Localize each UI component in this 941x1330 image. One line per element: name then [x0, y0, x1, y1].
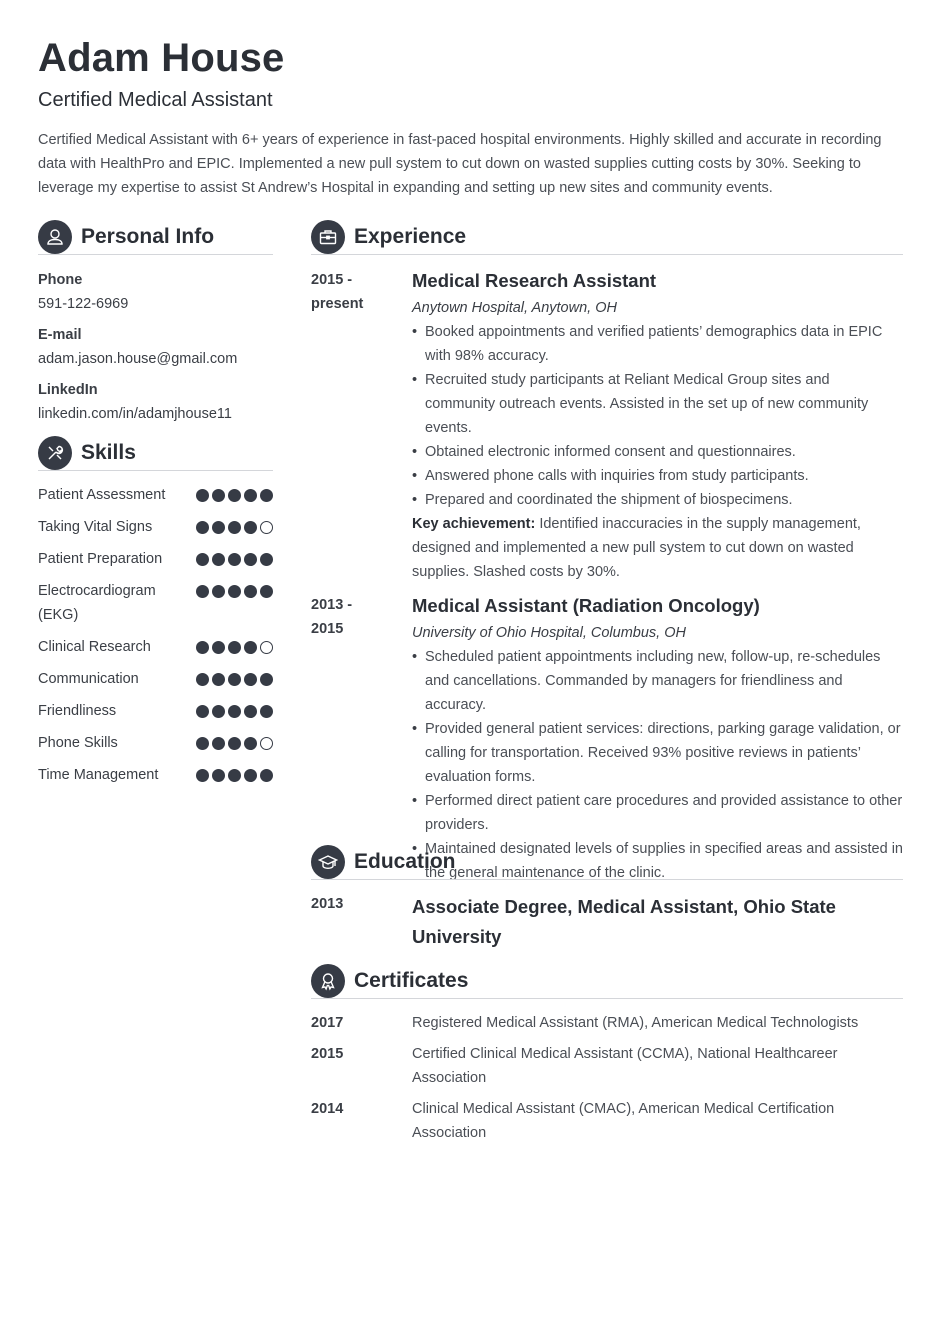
- rating-dot-filled: [228, 673, 241, 686]
- rating-dot-filled: [244, 521, 257, 534]
- certificate-year: 2017: [311, 1015, 344, 1031]
- job-bullet: • Recruited study participants at Reliant Medical Group sites and community outreach events. Assisted in the set up of new community events.: [412, 368, 903, 440]
- rating-dot-filled: [244, 553, 257, 566]
- skill-rating: [196, 731, 273, 750]
- personal-info-title: Personal Info: [81, 224, 215, 248]
- rating-dot-empty: [260, 521, 273, 534]
- rating-dot-filled: [228, 737, 241, 750]
- skill-rating: [196, 699, 273, 718]
- job-employer: Anytown Hospital, Anytown, OH: [412, 300, 617, 316]
- personal-info-list: [38, 268, 273, 433]
- rating-dot-filled: [260, 585, 273, 598]
- certificate-entry: [311, 1042, 903, 1090]
- skill-rating: [196, 635, 273, 654]
- key-achievement: [412, 512, 903, 584]
- education-year: 2013: [311, 896, 344, 912]
- rating-dot-filled: [196, 737, 209, 750]
- certificates-header: [311, 963, 903, 999]
- rating-dot-empty: [260, 737, 273, 750]
- rating-dot-filled: [212, 705, 225, 718]
- skill-name: Friendliness: [38, 703, 117, 719]
- rating-dot-filled: [260, 769, 273, 782]
- skill-row: [38, 547, 273, 571]
- job-date: [311, 593, 412, 885]
- job-bullets: [412, 320, 903, 512]
- candidate-title: Certified Medical Assistant: [38, 89, 273, 111]
- skill-name: Communication: [38, 671, 139, 687]
- rating-dot-filled: [244, 705, 257, 718]
- job-date-start: 2013 -: [311, 597, 353, 613]
- skill-rating: [196, 579, 273, 598]
- skill-name: Patient Assessment: [38, 487, 166, 503]
- skill-row: [38, 515, 273, 539]
- certificate-year: 2014: [311, 1101, 344, 1117]
- education-header: [311, 844, 903, 880]
- job-bullet: • Prepared and coordinated the shipment of biospecimens.: [412, 488, 903, 512]
- certificate-text: Clinical Medical Assistant (CMAC), American Medical Certification Association: [412, 1101, 835, 1141]
- skill-rating: [196, 547, 273, 566]
- certificate-entry: [311, 1097, 903, 1145]
- job-bullet: • Scheduled patient appointments including new, follow-up, re-schedules and cancellations. Commanded by managers for friendliness and accuracy.: [412, 645, 903, 717]
- rating-dot-filled: [196, 769, 209, 782]
- job-date-start: 2015 -: [311, 272, 353, 288]
- phone-value: 591-122-6969: [38, 296, 129, 312]
- rating-dot-empty: [260, 641, 273, 654]
- job-title: Medical Assistant (Radiation Oncology): [412, 595, 760, 616]
- rating-dot-filled: [196, 705, 209, 718]
- skill-name: Electrocardiogram (EKG): [38, 583, 156, 623]
- job-bullet: • Maintained designated levels of supplies in specified areas and assisted in the general maintenance of the clinic.: [412, 837, 903, 885]
- rating-dot-filled: [228, 705, 241, 718]
- job-bullet: • Performed direct patient care procedures and provided assistance to other providers.: [412, 789, 903, 837]
- education-entry: [311, 892, 903, 952]
- skill-rating: [196, 667, 273, 686]
- rating-dot-filled: [260, 673, 273, 686]
- rating-dot-filled: [228, 641, 241, 654]
- rating-dot-filled: [196, 553, 209, 566]
- wrench-icon: [38, 436, 72, 470]
- skill-rating: [196, 483, 273, 502]
- skill-name: Taking Vital Signs: [38, 519, 153, 535]
- rating-dot-filled: [196, 521, 209, 534]
- certificate-entry: [311, 1011, 903, 1035]
- skill-rating: [196, 515, 273, 534]
- education-title: Education: [354, 849, 456, 873]
- personal-info-header: [38, 219, 273, 255]
- briefcase-icon: [311, 220, 345, 254]
- skill-row: [38, 731, 273, 755]
- skills-header: [38, 435, 273, 471]
- rating-dot-filled: [212, 769, 225, 782]
- job-title: Medical Research Assistant: [412, 270, 657, 291]
- rating-dot-filled: [196, 489, 209, 502]
- job-date: [311, 268, 412, 584]
- rating-dot-filled: [260, 489, 273, 502]
- rating-dot-filled: [228, 585, 241, 598]
- job-bullet: • Provided general patient services: directions, parking garage validation, or calling for transportation. Received 93% positive reviews in patients’ evaluation forms.: [412, 717, 903, 789]
- rating-dot-filled: [244, 737, 257, 750]
- rating-dot-filled: [212, 521, 225, 534]
- certificate-text: Certified Clinical Medical Assistant (CCMA), National Healthcareer Association: [412, 1046, 838, 1086]
- person-icon: [38, 220, 72, 254]
- education-degree: Associate Degree, Medical Assistant, Ohio State University: [412, 896, 836, 947]
- rating-dot-filled: [212, 641, 225, 654]
- rating-dot-filled: [212, 673, 225, 686]
- rating-dot-filled: [244, 489, 257, 502]
- job-employer: University of Ohio Hospital, Columbus, OH: [412, 625, 686, 641]
- rating-dot-filled: [212, 737, 225, 750]
- certificates-list: [311, 1011, 903, 1145]
- job-bullet: • Obtained electronic informed consent and questionnaires.: [412, 440, 903, 464]
- rating-dot-filled: [212, 489, 225, 502]
- linkedin-value: linkedin.com/in/adamjhouse11: [38, 406, 232, 422]
- rating-dot-filled: [196, 585, 209, 598]
- key-achievement-text: Identified inaccuracies in the supply management, designed and implemented a new pull system to cut down on wasted supplies. Slashed costs by 30%.: [412, 516, 861, 580]
- skill-row: [38, 483, 273, 507]
- skill-name: Phone Skills: [38, 735, 118, 751]
- rating-dot-filled: [244, 673, 257, 686]
- job-date-end: present: [311, 296, 364, 312]
- education-list: [311, 892, 903, 952]
- rating-dot-filled: [260, 705, 273, 718]
- graduation-cap-icon: [311, 845, 345, 879]
- email-label: E-mail: [38, 327, 82, 343]
- skill-row: [38, 579, 273, 627]
- rating-dot-filled: [196, 673, 209, 686]
- skill-rating: [196, 763, 273, 782]
- job-entry: [311, 593, 903, 885]
- certificate-year: 2015: [311, 1046, 344, 1062]
- rating-dot-filled: [228, 553, 241, 566]
- award-ribbon-icon: [311, 964, 345, 998]
- rating-dot-filled: [228, 489, 241, 502]
- rating-dot-filled: [244, 585, 257, 598]
- job-bullet: • Booked appointments and verified patients’ demographics data in EPIC with 98% accuracy.: [412, 320, 903, 368]
- rating-dot-filled: [244, 641, 257, 654]
- job-date-end: 2015: [311, 621, 344, 637]
- rating-dot-filled: [228, 521, 241, 534]
- rating-dot-filled: [244, 769, 257, 782]
- skill-name: Clinical Research: [38, 639, 151, 655]
- candidate-name: Adam House: [38, 36, 285, 80]
- certificate-text: Registered Medical Assistant (RMA), American Medical Technologists: [412, 1015, 859, 1031]
- skill-row: [38, 635, 273, 659]
- job-entry: [311, 268, 903, 584]
- rating-dot-filled: [212, 553, 225, 566]
- rating-dot-filled: [228, 769, 241, 782]
- experience-title: Experience: [354, 224, 467, 248]
- linkedin-label: LinkedIn: [38, 382, 98, 398]
- skills-list: [38, 483, 273, 795]
- skill-name: Patient Preparation: [38, 551, 163, 567]
- experience-list: [311, 268, 903, 885]
- job-bullet: • Answered phone calls with inquiries from study participants.: [412, 464, 903, 488]
- skill-row: [38, 763, 273, 787]
- email-value: adam.jason.house@gmail.com: [38, 351, 238, 367]
- phone-label: Phone: [38, 272, 83, 288]
- skill-name: Time Management: [38, 767, 159, 783]
- key-achievement-label: Key achievement:: [412, 516, 536, 532]
- rating-dot-filled: [196, 641, 209, 654]
- skills-title: Skills: [81, 440, 136, 464]
- rating-dot-filled: [212, 585, 225, 598]
- experience-header: [311, 219, 903, 255]
- summary: Certified Medical Assistant with 6+ years of experience in fast-paced hospital environments. Highly skilled and accurate in recording data with HealthPro and EPIC. Implemented a new pull system to cut down on wasted supplies cutting costs by 30%. Seeking to leverage my expertise to assist St Andrew’s Hospital in expanding and setting up new sites and community events.: [38, 132, 882, 196]
- skill-row: [38, 699, 273, 723]
- rating-dot-filled: [260, 553, 273, 566]
- skill-row: [38, 667, 273, 691]
- certificates-title: Certificates: [354, 968, 469, 992]
